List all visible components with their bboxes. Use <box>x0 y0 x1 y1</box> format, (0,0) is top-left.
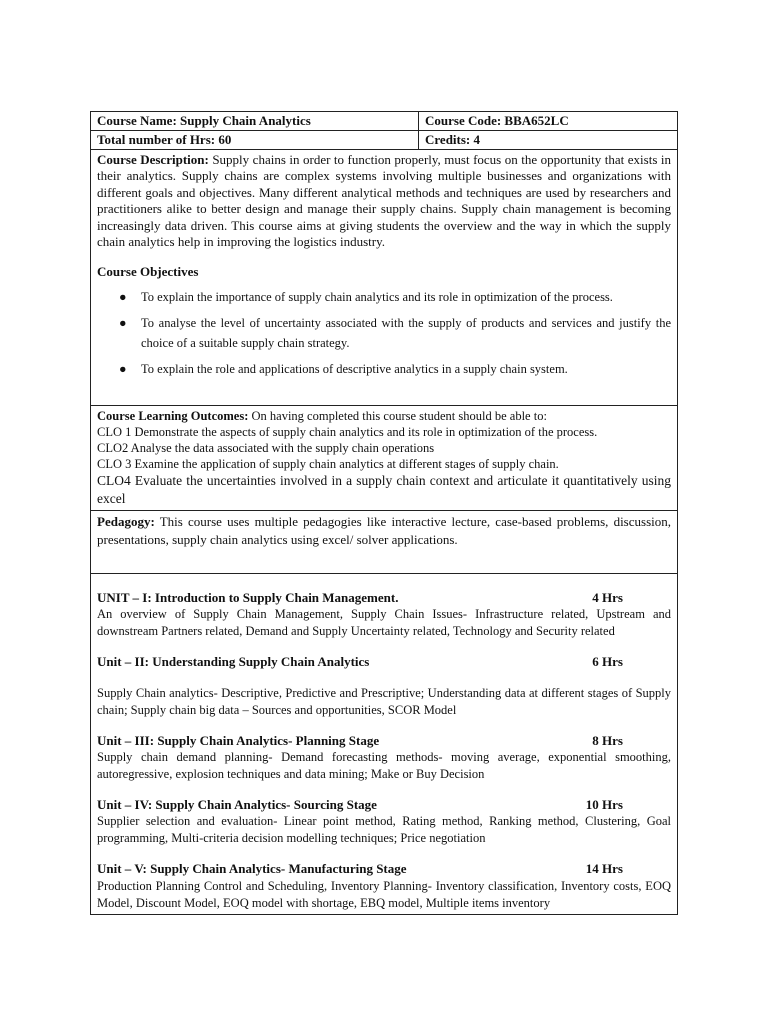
objective-item: ● To explain the role and applications of descriptive analytics in a supply chain system. <box>97 359 671 379</box>
unit-content: Supply Chain analytics- Descriptive, Predictive and Prescriptive; Understanding data at different stages of Supply chain; Supply chain big data – Sources and opportunities, SCOR Model <box>97 685 671 717</box>
unit-hours: 8 Hrs <box>592 732 623 748</box>
outcomes-block <box>91 406 677 510</box>
objectives-title: Course Objectives <box>97 264 199 280</box>
bullet-icon: ● <box>119 361 127 376</box>
units-block <box>91 574 677 914</box>
unit-content: Production Planning Control and Scheduling, Inventory Planning- Inventory classification, Inventory costs, EOQ Model, Discount Model, EOQ model with shortage, EBQ model, Multiple items inventory <box>97 878 671 910</box>
total-hours: Total number of Hrs: 60 <box>91 131 419 149</box>
pedagogy-text: This course uses multiple pedagogies like interactive lecture, case-based problems, discussion, presentations, supply chain analytics using excel/ solver applications. <box>97 513 671 547</box>
header-row-1 <box>91 112 677 131</box>
bullet-icon: ● <box>119 289 127 304</box>
credits: Credits: 4 <box>425 132 481 147</box>
unit-hours: 6 Hrs <box>592 654 623 670</box>
description-text: Supply chains in order to function properly, must focus on the opportunity that exists in their analytics. Supply chains are complex systems involving multiple businesses and organizations with different goals and objectives. Many different analytical methods and techniques are used by researchers and practitioners alike to better design and manage their supply chains. Supply chain management is becoming increasingly data driven. This course aims at giving students the overview and the way in which the supply chain analytics help in improving the logistics industry. <box>97 152 671 250</box>
course-code: Course Code: BBA652LC <box>425 113 569 128</box>
course-name: Course Name: Supply Chain Analytics <box>91 112 419 130</box>
unit-header <box>97 861 671 877</box>
pedagogy-block <box>91 511 677 573</box>
unit-hours: 4 Hrs <box>592 589 623 605</box>
outcomes-label: Course Learning Outcomes: <box>97 408 249 423</box>
outcomes-intro: Course Learning Outcomes: On having completed this course student should be able to: <box>97 408 547 423</box>
course-table <box>90 111 678 915</box>
course-description <box>97 152 671 250</box>
objective-item: ● To analyse the level of uncertainty associated with the supply of products and services and justify the choice of a suitable supply chain strategy. <box>97 313 671 353</box>
description-objectives-row <box>91 150 677 406</box>
unit-header <box>97 733 671 749</box>
unit-title: Unit – IV: Supply Chain Analytics- Sourcing Stage <box>97 797 377 813</box>
clo-item: CLO 1 Demonstrate the aspects of supply chain analytics and its role in optimization of the process. <box>97 424 598 439</box>
unit-content: An overview of Supply Chain Management, Supply Chain Issues- Infrastructure related, Upstream and downstream Partners related, Demand and Supply Uncertainty related, Technology and Security related <box>97 607 671 639</box>
unit-title: Unit – II: Understanding Supply Chain Analytics <box>97 654 370 670</box>
objective-item: ● To explain the importance of supply chain analytics and its role in optimization of the process. <box>97 287 671 307</box>
description-block <box>91 150 677 405</box>
unit-hours: 14 Hrs <box>585 861 623 877</box>
unit-content: Supply chain demand planning- Demand forecasting methods- moving average, exponential smoothing, autoregressive, explosion techniques and data mining; Make or Buy Decision <box>97 750 671 782</box>
outcomes-row <box>91 406 677 511</box>
unit-title: Unit – III: Supply Chain Analytics- Planning Stage <box>97 732 380 748</box>
pedagogy-label: Pedagogy: <box>97 513 155 529</box>
unit-header <box>97 797 671 813</box>
clo-item: CLO4 Evaluate the uncertainties involved in a supply chain context and articulate it quantitatively using excel <box>97 472 671 506</box>
unit-title: Unit – V: Supply Chain Analytics- Manufacturing Stage <box>97 861 407 877</box>
unit-header <box>97 590 671 606</box>
clo-item: CLO2 Analyse the data associated with the supply chain operations <box>97 440 435 455</box>
description-label: Course Description: <box>97 152 209 167</box>
unit-content: Supplier selection and evaluation- Linear point method, Rating method, Ranking method, Clustering, Goal programming, Multi-criteria decision modelling techniques; Price negotiation <box>97 814 671 846</box>
pedagogy-row <box>91 511 677 574</box>
clo-item: CLO 3 Examine the application of supply chain analytics at different stages of supply chain. <box>97 456 559 471</box>
units-row <box>91 574 677 914</box>
unit-hours: 10 Hrs <box>585 797 623 813</box>
unit-title: UNIT – I: Introduction to Supply Chain Management. <box>97 589 399 605</box>
unit-header <box>97 654 671 670</box>
objectives-list <box>97 287 671 379</box>
bullet-icon: ● <box>119 315 127 330</box>
header-row-2 <box>91 131 677 150</box>
